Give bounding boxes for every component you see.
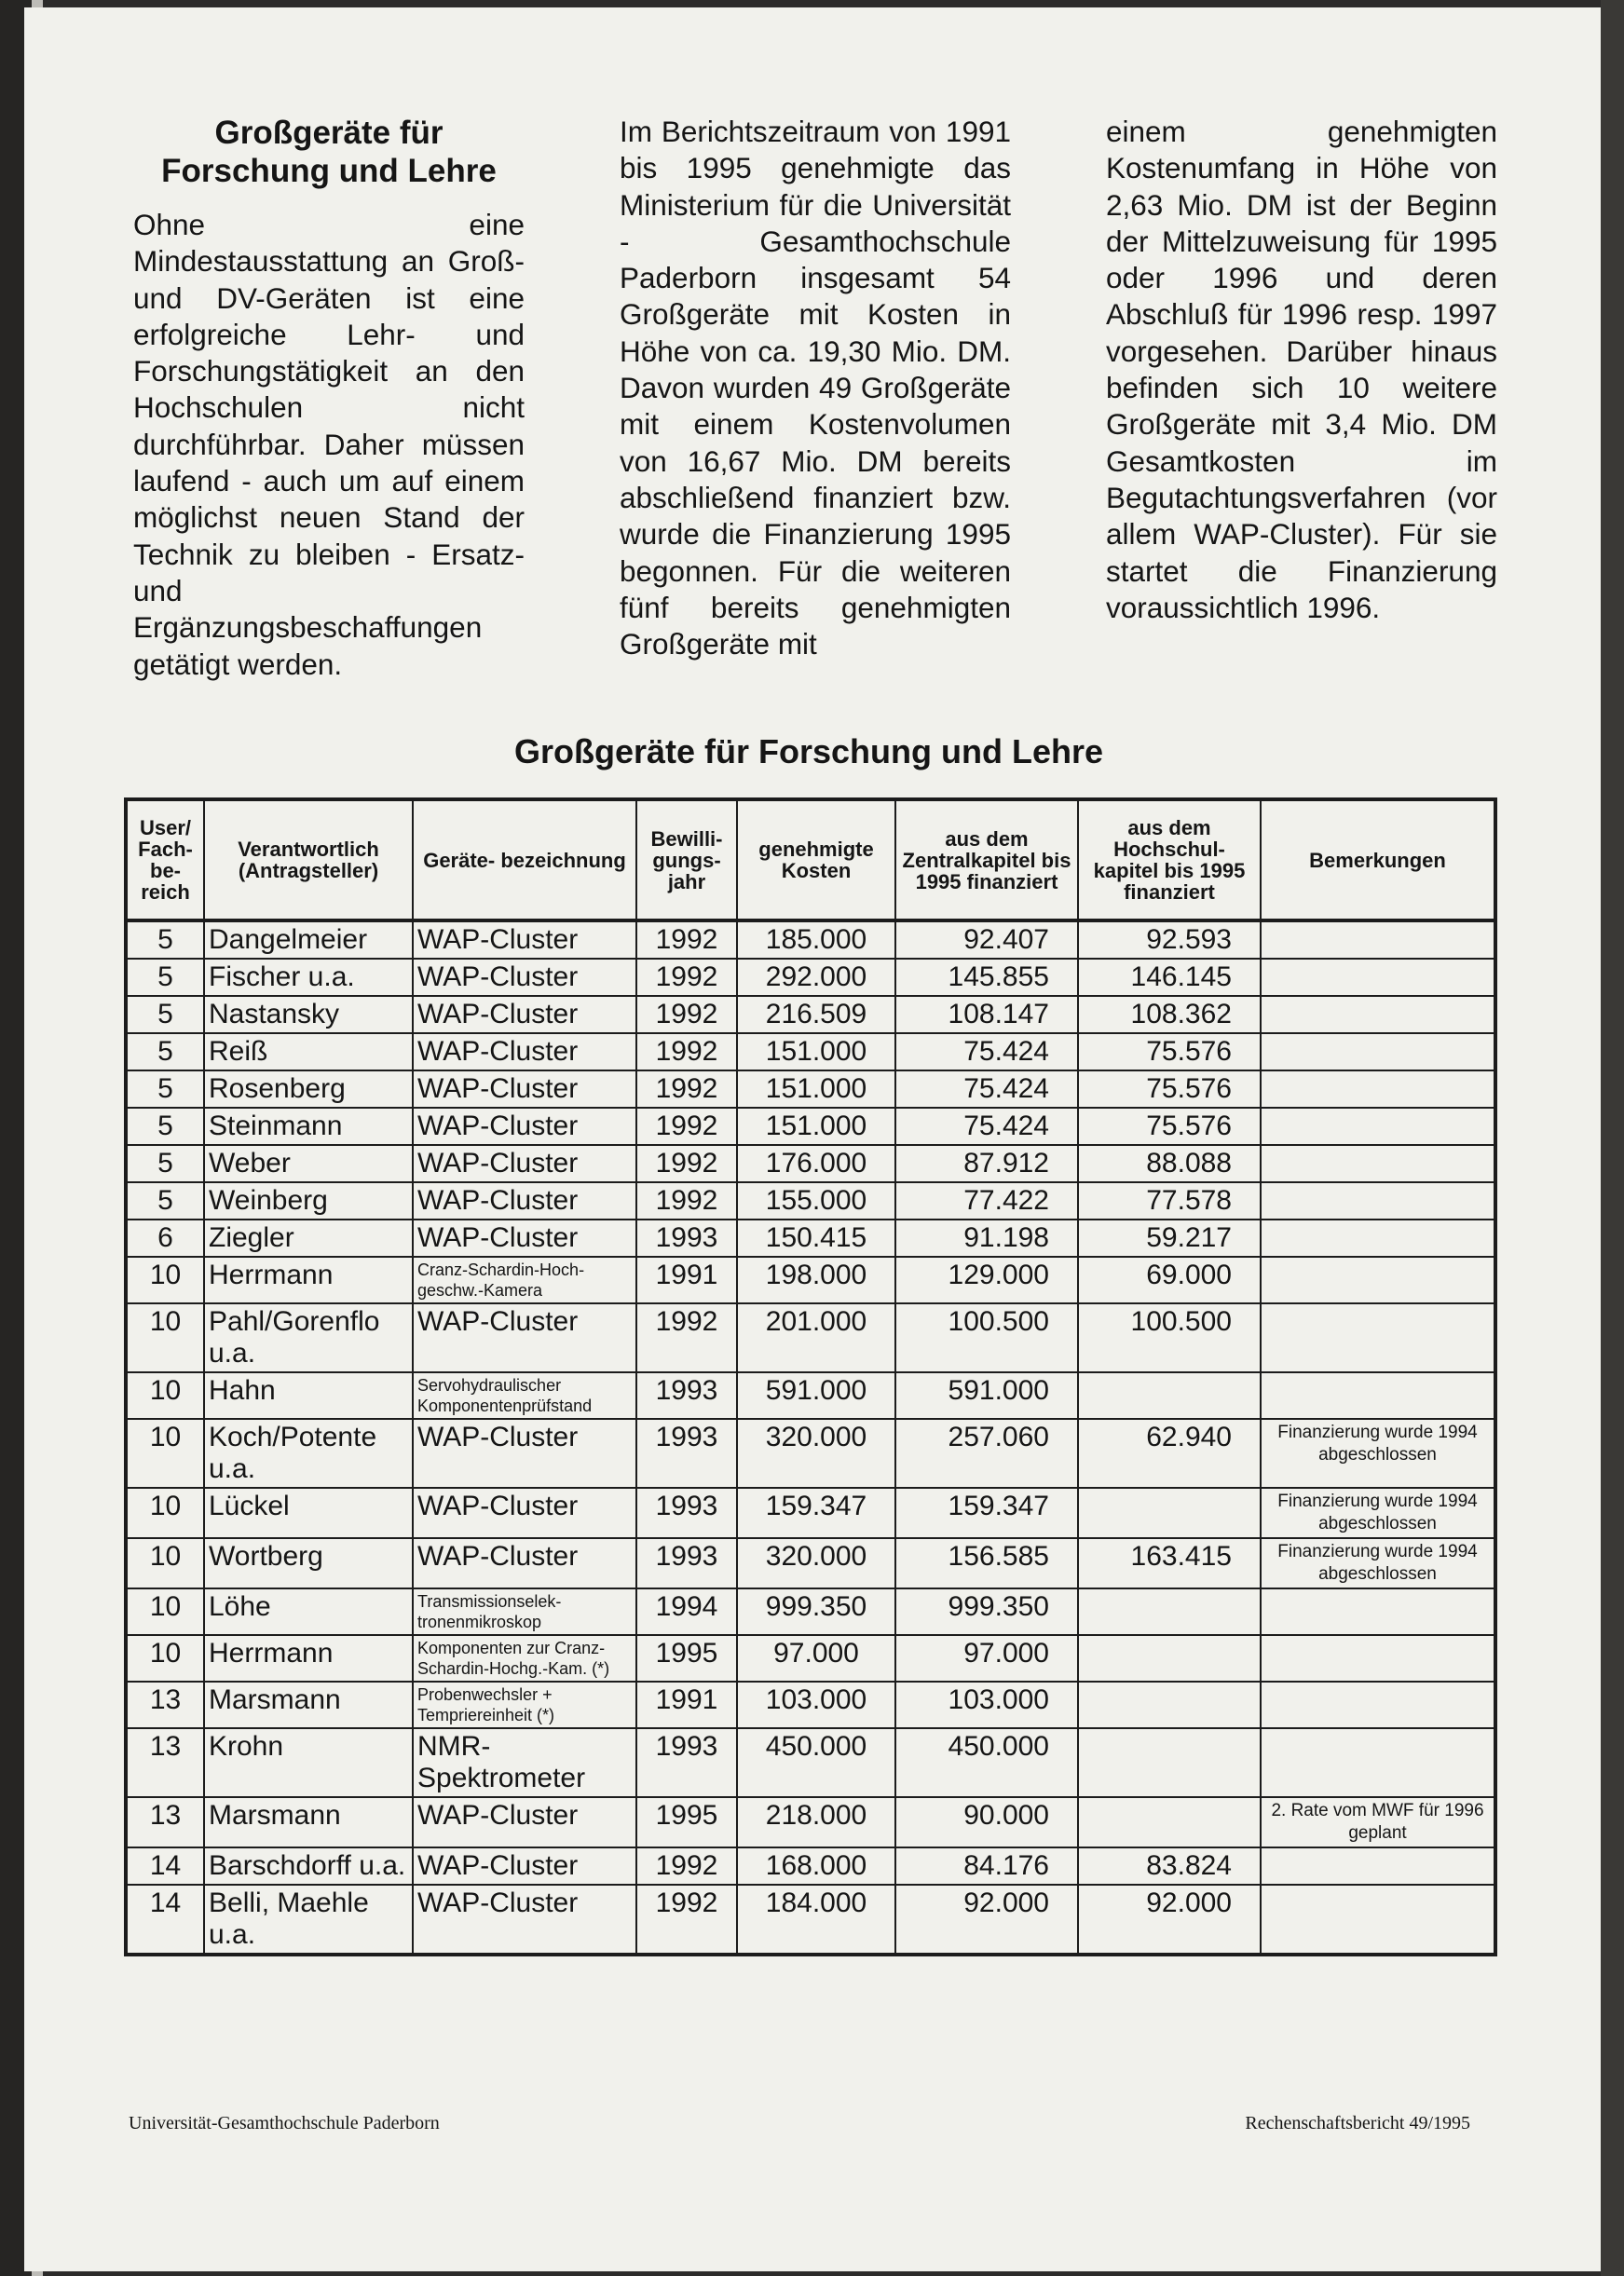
cell-kosten: 450.000	[737, 1728, 895, 1797]
cell-zentralkapitel: 257.060	[895, 1419, 1078, 1488]
cell-fachbereich: 13	[126, 1682, 204, 1728]
cell-jahr: 1995	[636, 1635, 737, 1682]
cell-jahr: 1991	[636, 1257, 737, 1303]
header-bemerkungen: Bemerkungen	[1261, 799, 1495, 920]
cell-jahr: 1993	[636, 1372, 737, 1419]
report-paragraph-1: Im Berichtszeitraum von 1991 bis 1995 genehmigte das Ministerium für die Universität - Gesamthochschule Paderborn insgesamt 54 Großgeräte mit Kosten in Höhe von ca. 19,30 Mio. DM. Davon wurden 49 Großgeräte mit einem Kostenvolumen von 16,67 Mio. DM bereits abschließend finanziert bzw. wurde die Finanzierung 1995 begonnen. Für die weiteren fünf bereits genehmigten Großgeräte mit	[620, 115, 1011, 661]
report-paragraph-2: einem genehmigten Kostenumfang in Höhe von 2,63 Mio. DM ist der Beginn der Mittelzuweisung für 1995 oder 1996 und deren Abschluß für 1996 resp. 1997 vorgesehen. Darüber hinaus befinden sich 10 weitere Großgeräte mit 3,4 Mio. DM Gesamtkosten im Begutachtungsverfahren (vor allem WAP-Cluster). Für sie startet die Finanzierung voraussichtlich 1996.	[1106, 115, 1497, 624]
cell-fachbereich: 5	[126, 1145, 204, 1182]
table-row	[126, 1145, 1495, 1182]
table-row	[126, 959, 1495, 996]
cell-zentralkapitel: 84.176	[895, 1847, 1078, 1885]
cell-kosten: 216.509	[737, 996, 895, 1033]
cell-fachbereich: 10	[126, 1635, 204, 1682]
header-zentralkapitel: aus dem Zentralkapitel bis 1995 finanziert	[895, 799, 1078, 920]
cell-zentralkapitel: 108.147	[895, 996, 1078, 1033]
footer-university: Universität-Gesamthochschule Paderborn	[129, 2113, 440, 2133]
cell-verantwortlich: Weber	[204, 1145, 413, 1182]
cell-bemerkung	[1261, 1847, 1495, 1885]
cell-verantwortlich: Steinmann	[204, 1108, 413, 1145]
cell-fachbereich: 14	[126, 1847, 204, 1885]
cell-verantwortlich: Fischer u.a.	[204, 959, 413, 996]
cell-jahr: 1992	[636, 1108, 737, 1145]
cell-zentralkapitel: 145.855	[895, 959, 1078, 996]
cell-geraet: WAP-Cluster	[413, 996, 636, 1033]
cell-bemerkung: Finanzierung wurde 1994 abgeschlossen	[1261, 1538, 1495, 1588]
table-row	[126, 1303, 1495, 1372]
cell-geraet: WAP-Cluster	[413, 1220, 636, 1257]
cell-verantwortlich: Belli, Maehle u.a.	[204, 1885, 413, 1955]
cell-hochschulkapitel: 100.500	[1078, 1303, 1261, 1372]
cell-verantwortlich: Dangelmeier	[204, 920, 413, 959]
cell-hochschulkapitel	[1078, 1372, 1261, 1419]
cell-fachbereich: 5	[126, 1033, 204, 1070]
intro-column	[133, 114, 525, 683]
table-row	[126, 1588, 1495, 1635]
cell-zentralkapitel: 591.000	[895, 1372, 1078, 1419]
cell-fachbereich: 5	[126, 1070, 204, 1108]
table-row	[126, 1182, 1495, 1220]
cell-geraet: WAP-Cluster	[413, 959, 636, 996]
cell-fachbereich: 5	[126, 996, 204, 1033]
cell-bemerkung	[1261, 1682, 1495, 1728]
table-row	[126, 1220, 1495, 1257]
cell-fachbereich: 6	[126, 1220, 204, 1257]
cell-verantwortlich: Nastansky	[204, 996, 413, 1033]
cell-kosten: 151.000	[737, 1033, 895, 1070]
cell-kosten: 151.000	[737, 1070, 895, 1108]
header-kosten: genehmigte Kosten	[737, 799, 895, 920]
cell-fachbereich: 10	[126, 1257, 204, 1303]
cell-zentralkapitel: 156.585	[895, 1538, 1078, 1588]
cell-geraet: WAP-Cluster	[413, 1303, 636, 1372]
cell-fachbereich: 10	[126, 1538, 204, 1588]
cell-jahr: 1995	[636, 1797, 737, 1847]
cell-jahr: 1993	[636, 1220, 737, 1257]
cell-geraet: Servohydraulischer Komponentenprüfstand	[413, 1372, 636, 1419]
cell-verantwortlich: Pahl/Gorenflo u.a.	[204, 1303, 413, 1372]
cell-zentralkapitel: 91.198	[895, 1220, 1078, 1257]
cell-fachbereich: 5	[126, 920, 204, 959]
cell-hochschulkapitel: 163.415	[1078, 1538, 1261, 1588]
header-geraet: Geräte- bezeichnung	[413, 799, 636, 920]
table-row	[126, 1635, 1495, 1682]
cell-bemerkung	[1261, 1372, 1495, 1419]
table-row	[126, 1682, 1495, 1728]
cell-bemerkung	[1261, 1070, 1495, 1108]
cell-kosten: 176.000	[737, 1145, 895, 1182]
cell-zentralkapitel: 100.500	[895, 1303, 1078, 1372]
cell-geraet: Probenwechsler + Temprіereinheit (*)	[413, 1682, 636, 1728]
cell-hochschulkapitel	[1078, 1635, 1261, 1682]
cell-verantwortlich: Barschdorff u.a.	[204, 1847, 413, 1885]
header-jahr: Bewilli- gungs- jahr	[636, 799, 737, 920]
cell-hochschulkapitel	[1078, 1728, 1261, 1797]
cell-hochschulkapitel: 108.362	[1078, 996, 1261, 1033]
cell-kosten: 184.000	[737, 1885, 895, 1955]
cell-jahr: 1992	[636, 1847, 737, 1885]
cell-kosten: 185.000	[737, 920, 895, 959]
cell-fachbereich: 10	[126, 1488, 204, 1538]
cell-hochschulkapitel	[1078, 1488, 1261, 1538]
cell-bemerkung: Finanzierung wurde 1994 abgeschlossen	[1261, 1419, 1495, 1488]
equipment-table	[124, 797, 1497, 1956]
table-row	[126, 1108, 1495, 1145]
cell-fachbereich: 10	[126, 1419, 204, 1488]
cell-verantwortlich: Hahn	[204, 1372, 413, 1419]
cell-zentralkapitel: 75.424	[895, 1070, 1078, 1108]
cell-bemerkung: Finanzierung wurde 1994 abgeschlossen	[1261, 1488, 1495, 1538]
cell-hochschulkapitel	[1078, 1797, 1261, 1847]
cell-geraet: Cranz-Schardin-Hoch-geschw.-Kamera	[413, 1257, 636, 1303]
cell-kosten: 999.350	[737, 1588, 895, 1635]
cell-bemerkung	[1261, 1588, 1495, 1635]
table-row	[126, 1538, 1495, 1588]
cell-zentralkapitel: 75.424	[895, 1033, 1078, 1070]
cell-verantwortlich: Weinberg	[204, 1182, 413, 1220]
cell-bemerkung	[1261, 1885, 1495, 1955]
cell-zentralkapitel: 92.407	[895, 920, 1078, 959]
cell-fachbereich: 5	[126, 1108, 204, 1145]
cell-zentralkapitel: 87.912	[895, 1145, 1078, 1182]
cell-zentralkapitel: 103.000	[895, 1682, 1078, 1728]
cell-hochschulkapitel: 75.576	[1078, 1070, 1261, 1108]
cell-jahr: 1993	[636, 1538, 737, 1588]
cell-fachbereich: 10	[126, 1372, 204, 1419]
cell-bemerkung	[1261, 1220, 1495, 1257]
cell-jahr: 1992	[636, 996, 737, 1033]
cell-fachbereich: 5	[126, 959, 204, 996]
cell-hochschulkapitel: 75.576	[1078, 1108, 1261, 1145]
cell-geraet: WAP-Cluster	[413, 1033, 636, 1070]
cell-verantwortlich: Lückel	[204, 1488, 413, 1538]
cell-verantwortlich: Krohn	[204, 1728, 413, 1797]
cell-fachbereich: 13	[126, 1728, 204, 1797]
cell-zentralkapitel: 92.000	[895, 1885, 1078, 1955]
cell-zentralkapitel: 999.350	[895, 1588, 1078, 1635]
cell-geraet: WAP-Cluster	[413, 1538, 636, 1588]
cell-kosten: 320.000	[737, 1538, 895, 1588]
cell-zentralkapitel: 159.347	[895, 1488, 1078, 1538]
cell-kosten: 201.000	[737, 1303, 895, 1372]
header-verantwortlich: Verantwortlich (Antragsteller)	[204, 799, 413, 920]
cell-hochschulkapitel	[1078, 1682, 1261, 1728]
cell-jahr: 1993	[636, 1728, 737, 1797]
text-column-3	[1106, 114, 1497, 626]
cell-kosten: 292.000	[737, 959, 895, 996]
cell-bemerkung	[1261, 1728, 1495, 1797]
cell-geraet: WAP-Cluster	[413, 920, 636, 959]
cell-hochschulkapitel: 92.593	[1078, 920, 1261, 959]
footer-report-page: Rechenschaftsbericht 49/1995	[1245, 2113, 1470, 2133]
cell-hochschulkapitel: 75.576	[1078, 1033, 1261, 1070]
cell-fachbereich: 5	[126, 1182, 204, 1220]
cell-zentralkapitel: 97.000	[895, 1635, 1078, 1682]
cell-jahr: 1992	[636, 959, 737, 996]
cell-verantwortlich: Marsmann	[204, 1797, 413, 1847]
cell-fachbereich: 14	[126, 1885, 204, 1955]
cell-zentralkapitel: 77.422	[895, 1182, 1078, 1220]
cell-kosten: 320.000	[737, 1419, 895, 1488]
cell-hochschulkapitel: 92.000	[1078, 1885, 1261, 1955]
cell-kosten: 591.000	[737, 1372, 895, 1419]
cell-zentralkapitel: 450.000	[895, 1728, 1078, 1797]
cell-jahr: 1993	[636, 1488, 737, 1538]
cell-kosten: 103.000	[737, 1682, 895, 1728]
cell-bemerkung	[1261, 920, 1495, 959]
cell-verantwortlich: Herrmann	[204, 1635, 413, 1682]
header-fachbereich: User/ Fach- be- reich	[126, 799, 204, 920]
cell-hochschulkapitel: 62.940	[1078, 1419, 1261, 1488]
cell-zentralkapitel: 75.424	[895, 1108, 1078, 1145]
cell-verantwortlich: Löhe	[204, 1588, 413, 1635]
cell-bemerkung	[1261, 1635, 1495, 1682]
cell-hochschulkapitel: 88.088	[1078, 1145, 1261, 1182]
table-row	[126, 996, 1495, 1033]
page-edge	[1601, 0, 1624, 2276]
cell-verantwortlich: Reiß	[204, 1033, 413, 1070]
cell-jahr: 1992	[636, 920, 737, 959]
cell-verantwortlich: Herrmann	[204, 1257, 413, 1303]
cell-zentralkapitel: 90.000	[895, 1797, 1078, 1847]
cell-bemerkung	[1261, 1145, 1495, 1182]
cell-jahr: 1992	[636, 1885, 737, 1955]
cell-bemerkung: 2. Rate vom MWF für 1996 geplant	[1261, 1797, 1495, 1847]
cell-geraet: WAP-Cluster	[413, 1419, 636, 1488]
cell-fachbereich: 10	[126, 1588, 204, 1635]
cell-bemerkung	[1261, 996, 1495, 1033]
cell-jahr: 1992	[636, 1033, 737, 1070]
cell-verantwortlich: Marsmann	[204, 1682, 413, 1728]
cell-hochschulkapitel: 77.578	[1078, 1182, 1261, 1220]
cell-hochschulkapitel: 69.000	[1078, 1257, 1261, 1303]
table-row	[126, 1488, 1495, 1538]
cell-jahr: 1991	[636, 1682, 737, 1728]
cell-hochschulkapitel: 146.145	[1078, 959, 1261, 996]
cell-geraet: Komponenten zur Cranz-Schardin-Hochg.-Kam. (*)	[413, 1635, 636, 1682]
cell-jahr: 1993	[636, 1419, 737, 1488]
intro-paragraph: Ohne eine Mindestausstattung an Groß- und DV-Geräten ist eine erfolgreiche Lehr- und Forschungstätigkeit an den Hochschulen nicht durchführbar. Daher müssen laufend - auch um auf einem möglichst neuen Stand der Technik zu bleiben - Ersatz- und Ergänzungsbeschaffungen getätigt werden.	[133, 208, 525, 681]
table-row	[126, 920, 1495, 959]
table-row	[126, 1070, 1495, 1108]
cell-hochschulkapitel: 83.824	[1078, 1847, 1261, 1885]
cell-verantwortlich: Rosenberg	[204, 1070, 413, 1108]
cell-kosten: 218.000	[737, 1797, 895, 1847]
cell-verantwortlich: Wortberg	[204, 1538, 413, 1588]
table-header-row	[126, 799, 1495, 920]
cell-kosten: 159.347	[737, 1488, 895, 1538]
cell-bemerkung	[1261, 1257, 1495, 1303]
cell-zentralkapitel: 129.000	[895, 1257, 1078, 1303]
table-row	[126, 1033, 1495, 1070]
table-row	[126, 1728, 1495, 1797]
cell-fachbereich: 10	[126, 1303, 204, 1372]
cell-bemerkung	[1261, 1303, 1495, 1372]
cell-geraet: WAP-Cluster	[413, 1488, 636, 1538]
cell-geraet: Transmissionselek-tronenmikroskop	[413, 1588, 636, 1635]
cell-verantwortlich: Ziegler	[204, 1220, 413, 1257]
section-heading: Großgeräte für Forschung und Lehre	[161, 115, 497, 189]
cell-kosten: 97.000	[737, 1635, 895, 1682]
cell-kosten: 150.415	[737, 1220, 895, 1257]
cell-geraet: WAP-Cluster	[413, 1145, 636, 1182]
cell-kosten: 168.000	[737, 1847, 895, 1885]
cell-hochschulkapitel: 59.217	[1078, 1220, 1261, 1257]
table-row	[126, 1419, 1495, 1488]
cell-verantwortlich: Koch/Potente u.a.	[204, 1419, 413, 1488]
cell-fachbereich: 13	[126, 1797, 204, 1847]
cell-bemerkung	[1261, 1033, 1495, 1070]
cell-geraet: WAP-Cluster	[413, 1885, 636, 1955]
cell-bemerkung	[1261, 1182, 1495, 1220]
cell-geraet: WAP-Cluster	[413, 1070, 636, 1108]
cell-bemerkung	[1261, 1108, 1495, 1145]
table-title: Großgeräte für Forschung und Lehre	[513, 732, 1104, 770]
table-row	[126, 1847, 1495, 1885]
cell-kosten: 155.000	[737, 1182, 895, 1220]
cell-geraet: WAP-Cluster	[413, 1847, 636, 1885]
cell-jahr: 1992	[636, 1145, 737, 1182]
cell-kosten: 151.000	[737, 1108, 895, 1145]
cell-geraet: WAP-Cluster	[413, 1108, 636, 1145]
cell-bemerkung	[1261, 959, 1495, 996]
table-row	[126, 1885, 1495, 1955]
cell-jahr: 1992	[636, 1303, 737, 1372]
cell-geraet: WAP-Cluster	[413, 1182, 636, 1220]
cell-jahr: 1994	[636, 1588, 737, 1635]
header-hochschulkapitel: aus dem Hochschul- kapitel bis 1995 finanziert	[1078, 799, 1261, 920]
table-row	[126, 1372, 1495, 1419]
table-row	[126, 1797, 1495, 1847]
table-row	[126, 1257, 1495, 1303]
cell-geraet: WAP-Cluster	[413, 1797, 636, 1847]
cell-kosten: 198.000	[737, 1257, 895, 1303]
cell-jahr: 1992	[636, 1070, 737, 1108]
cell-hochschulkapitel	[1078, 1588, 1261, 1635]
cell-jahr: 1992	[636, 1182, 737, 1220]
cell-geraet: NMR-Spektrometer	[413, 1728, 636, 1797]
text-column-2	[620, 114, 1011, 662]
